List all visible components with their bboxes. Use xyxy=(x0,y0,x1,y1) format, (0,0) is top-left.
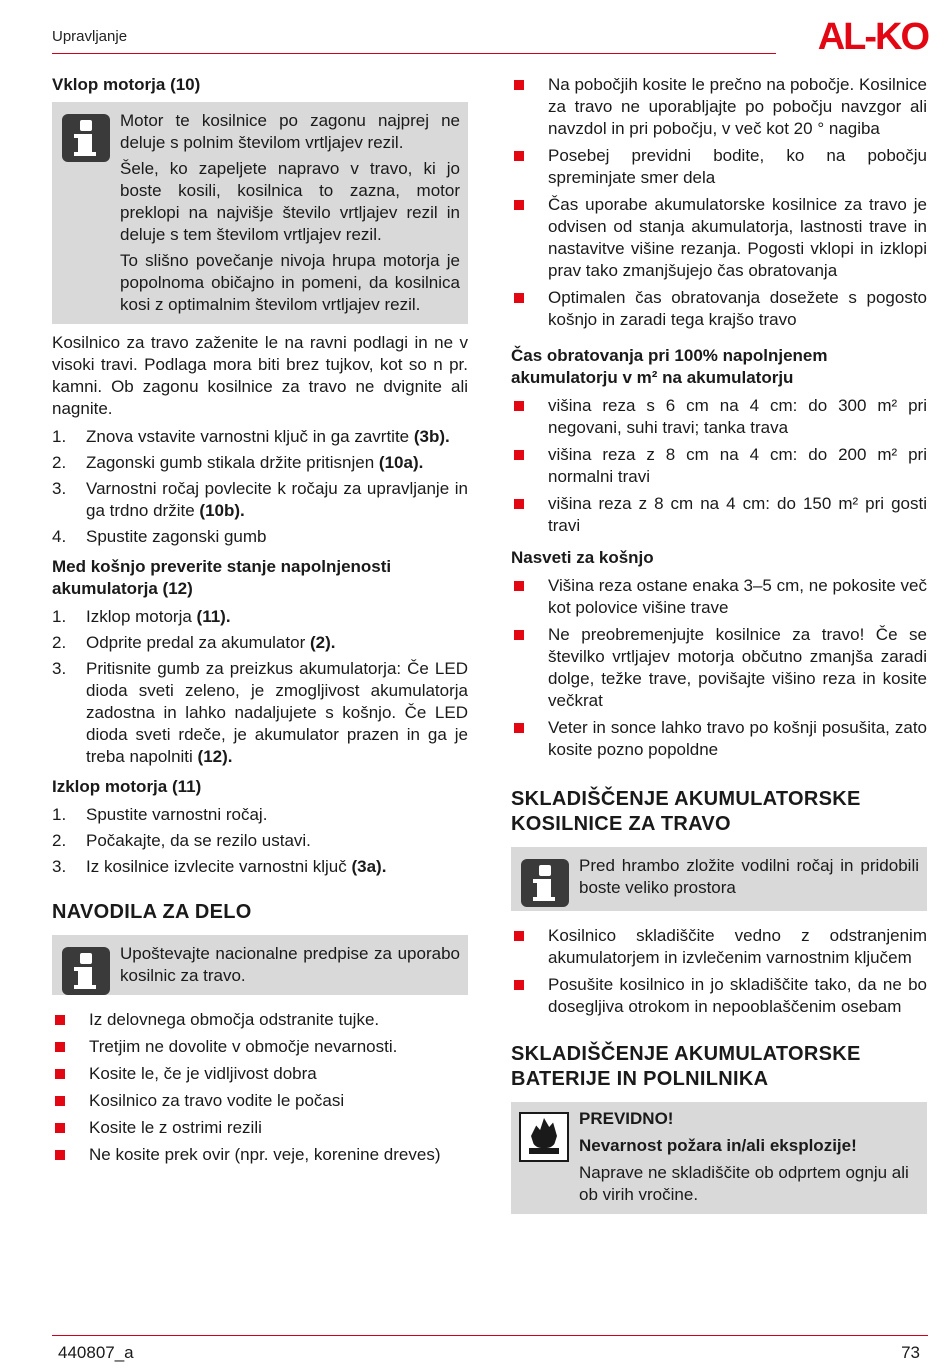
warning-box-fire xyxy=(511,1102,927,1214)
step-item: 1. Znova vstavite varnostni ključ in ga zavrtite (3b). xyxy=(52,427,450,446)
left-column xyxy=(52,74,468,1174)
section-title-engine-start: Vklop motorja (10) xyxy=(52,75,201,94)
info-icon xyxy=(521,859,569,907)
step-item: 3. Pritisnite gumb za preizkus akumulatorja: Če LED dioda sveti zeleno, je zmogljivost akumulatorja zadostna in lahko nadaljujete s košnjo. Če LED dioda sveti rdeče, je akumulator prazen in ga je treba napolniti (12). xyxy=(52,659,468,766)
document-number: 440807_a xyxy=(58,1343,134,1362)
info-box-engine xyxy=(52,102,468,324)
section-title-mower-storage: SKLADIŠČENJE AKUMULATORSKE KOSILNICE ZA TRAVO xyxy=(511,788,861,835)
list-item: Optimalen čas obratovanja dosežete s pogosto košnjo in zaradi tega krajšo travo xyxy=(511,287,927,331)
header-rule xyxy=(52,53,776,54)
section-title-work-instructions: NAVODILA ZA DELO xyxy=(52,901,252,923)
paragraph-start-conditions: Kosilnico za travo zaženite le na ravni podlagi in ne v visoki travi. Podlaga mora biti brez tujkov, kot so n pr. kamni. Ob zagonu kosilnice za travo ne dvignite ali nagnite. xyxy=(52,333,468,418)
section-title-battery-check: Med košnjo preverite stanje napolnjenosti akumulatorja (12) xyxy=(52,557,392,598)
list-item: Čas uporabe akumulatorske kosilnice za travo je odvisen od stanja akumulatorja, lastnosti trave in nastavitve višine rezanja. Pogosti vklopi in izklopi prav tako zmanjšujejo čas obratovanja xyxy=(511,194,927,282)
brand-logo: AL-KO xyxy=(817,16,928,58)
list-item: Ne preobremenjujte kosilnice za travo! Če se številko vrtljajev motorja občutno zmanjša zaradi dolge, težke trave, povišajte višino reza in kosite večkrat xyxy=(511,624,927,712)
step-item: 3. Iz kosilnice izvlecite varnostni ključ (3a). xyxy=(52,857,387,876)
step-item: 4. Spustite zagonski gumb xyxy=(52,527,267,546)
info-box-regulations xyxy=(52,935,468,995)
list-item: Tretjim ne dovolite v območje nevarnosti. xyxy=(52,1036,468,1058)
list-item: Kosilnico za travo vodite le počasi xyxy=(52,1090,468,1112)
step-item: 1. Izklop motorja (11). xyxy=(52,607,231,626)
info-icon xyxy=(62,114,110,162)
bullets-runtime xyxy=(511,395,927,537)
bullets-mower-storage xyxy=(511,925,927,1018)
list-item: Posebej previdni bodite, ko na pobočju spreminjate smer dela xyxy=(511,145,927,189)
page-number: 73 xyxy=(901,1343,920,1362)
list-item: višina reza z 8 cm na 4 cm: do 150 m² pri gosti travi xyxy=(511,493,927,537)
warning-text: Naprave ne skladiščite ob odprtem ognju ali ob virih vročine. xyxy=(579,1163,909,1204)
info-box-storage xyxy=(511,847,927,911)
bullets-mowing-tips xyxy=(511,575,927,761)
steps-engine-start xyxy=(52,426,468,548)
list-item: višina reza z 8 cm na 4 cm: do 200 m² pri normalni travi xyxy=(511,444,927,488)
list-item: Na pobočjih kosite le prečno na pobočje. Kosilnice za travo ne uporabljajte po pobočju navzgor ali navzdol in pri pobočju, v več kot 20 ° nagiba xyxy=(511,74,927,140)
step-item: 2. Zagonski gumb stikala držite pritisnjen (10a). xyxy=(52,453,424,472)
warning-title: PREVIDNO! xyxy=(579,1109,674,1128)
header-title: Upravljanje xyxy=(52,28,128,45)
info-icon xyxy=(62,947,110,995)
right-column xyxy=(511,74,927,1214)
section-title-battery-storage: SKLADIŠČENJE AKUMULATORSKE BATERIJE IN POLNILNIKA xyxy=(511,1043,861,1090)
step-item: 3. Varnostni ročaj povlecite k ročaju za upravljanje in ga trdno držite (10b). xyxy=(52,479,468,520)
bullets-slopes xyxy=(511,74,927,331)
flame-warning-icon xyxy=(519,1112,569,1162)
bullets-work-instructions xyxy=(52,1009,468,1166)
section-title-runtime: Čas obratovanja pri 100% napolnjenem akumulatorju v m² na akumulatorju xyxy=(511,346,828,387)
page-header xyxy=(52,16,932,60)
list-item: Ne kosite prek ovir (npr. veje, korenine dreves) xyxy=(52,1144,468,1166)
list-item: Višina reza ostane enaka 3–5 cm, ne pokosite več kot polovice višine trave xyxy=(511,575,927,619)
list-item: višina reza s 6 cm na 4 cm: do 300 m² pri negovani, suhi travi; tanka trava xyxy=(511,395,927,439)
steps-engine-stop xyxy=(52,804,468,878)
footer-rule xyxy=(52,1335,928,1336)
step-item: 2. Počakajte, da se rezilo ustavi. xyxy=(52,831,311,850)
section-title-engine-stop: Izklop motorja (11) xyxy=(52,777,202,796)
info-text: Šele, ko zapeljete napravo v travo, ki jo boste kosili, kosilnica to zazna, motor preklopi na najvišje število vrtljajev rezil in deluje s tem številom vrtljajev rezil. xyxy=(120,159,460,244)
info-text: Pred hrambo zložite vodilni ročaj in pridobili boste veliko prostora xyxy=(579,856,919,897)
step-item: 1. Spustite varnostni ročaj. xyxy=(52,805,268,824)
section-title-mowing-tips: Nasveti za košnjo xyxy=(511,548,654,567)
warning-subtitle: Nevarnost požara in/ali eksplozije! xyxy=(579,1136,857,1155)
list-item: Kosite le z ostrimi rezili xyxy=(52,1117,468,1139)
list-item: Kosite le, če je vidljivost dobra xyxy=(52,1063,468,1085)
info-text: Upoštevajte nacionalne predpise za uporabo kosilnic za travo. xyxy=(120,944,460,985)
info-text: To slišno povečanje nivoja hrupa motorja je popolnoma običajno in pomeni, da kosilnica kosi z optimalnim številom vrtljajev rezil. xyxy=(120,251,460,314)
list-item: Posušite kosilnico in jo skladiščite tako, da ne bo dosegljiva otrokom in nepooblaščenim osebam xyxy=(511,974,927,1018)
list-item: Kosilnico skladiščite vedno z odstranjenim akumulatorjem in izvlečenim varnostnim ključem xyxy=(511,925,927,969)
list-item: Iz delovnega območja odstranite tujke. xyxy=(52,1009,468,1031)
list-item: Veter in sonce lahko travo po košnji posušita, zato kosite pozno popoldne xyxy=(511,717,927,761)
step-item: 2. Odprite predal za akumulator (2). xyxy=(52,633,336,652)
info-text: Motor te kosilnice po zagonu najprej ne deluje s polnim številom vrtljajev rezil. xyxy=(120,111,460,152)
steps-battery-check xyxy=(52,606,468,768)
